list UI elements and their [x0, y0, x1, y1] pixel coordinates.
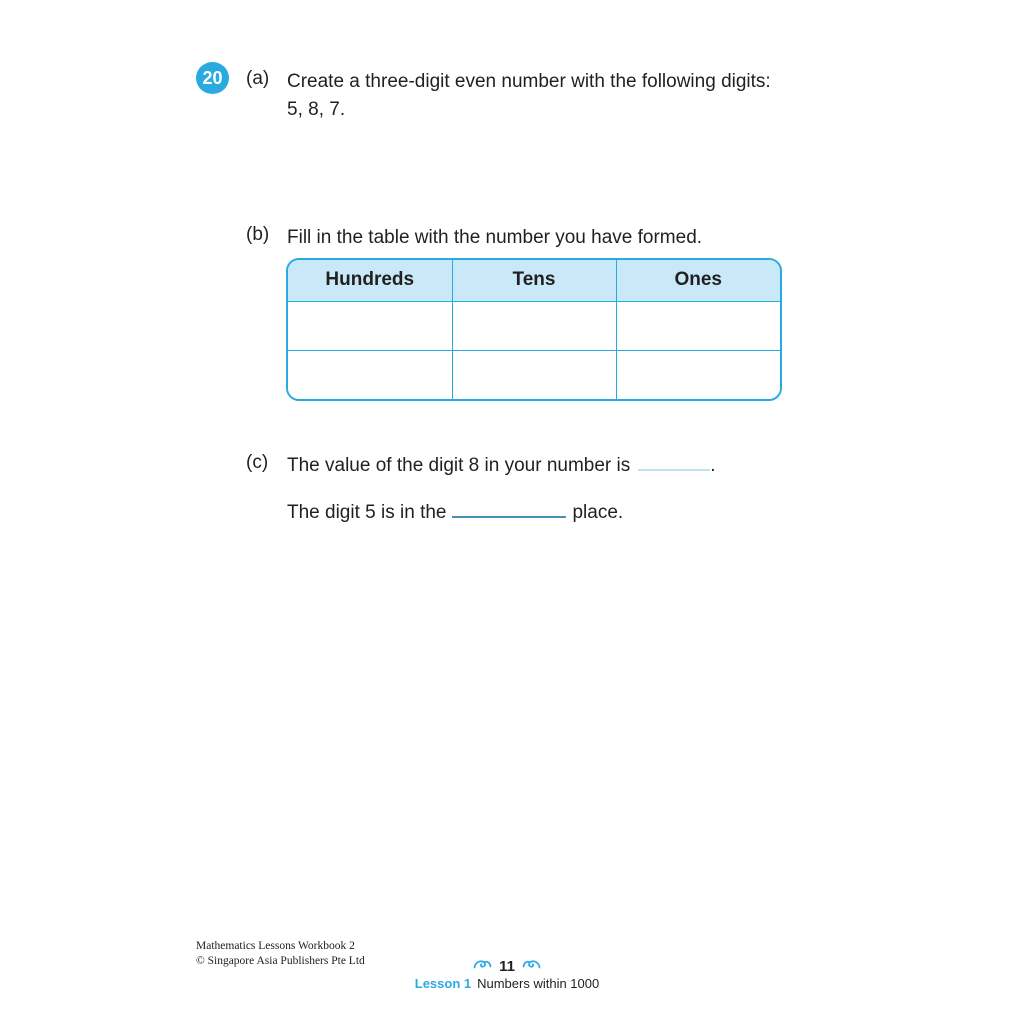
- table-cell-tens-row1[interactable]: [452, 301, 616, 350]
- part-a-line2: 5, 8, 7.: [287, 99, 346, 120]
- part-c-line2: [287, 499, 887, 527]
- table-cell-ones-row1[interactable]: [616, 301, 780, 350]
- footer-page-number-row: [0, 957, 1014, 975]
- swirl-ornament-right-icon: [522, 957, 541, 975]
- table-header-row: [288, 260, 780, 301]
- question-number-badge: [196, 62, 229, 94]
- table-header-ones: Ones: [616, 260, 780, 301]
- part-c-line2-suffix: place.: [572, 502, 624, 523]
- answer-blank-place[interactable]: [452, 502, 566, 518]
- table-header-hundreds: Hundreds: [288, 260, 452, 301]
- table-row: [288, 350, 780, 399]
- table-cell-hundreds-row2[interactable]: [288, 350, 452, 399]
- footer-lesson-row: [0, 976, 1014, 991]
- part-c-line1-text: The value of the digit 8 in your number is: [287, 455, 631, 476]
- answer-blank-value[interactable]: [638, 455, 710, 471]
- part-c-label: (c): [246, 452, 269, 473]
- lesson-title: Numbers within 1000: [477, 976, 600, 991]
- imprint-line2: © Singapore Asia Publishers Pte Ltd: [196, 954, 365, 967]
- table-cell-hundreds-row1[interactable]: [288, 301, 452, 350]
- part-a-label: (a): [246, 68, 270, 89]
- question-number: 20: [202, 67, 223, 88]
- part-c-line1-period: .: [710, 455, 716, 476]
- table-cell-ones-row2[interactable]: [616, 350, 780, 399]
- part-b-text: Fill in the table with the number you have formed.: [287, 227, 703, 248]
- part-c-line1: [287, 452, 887, 480]
- swirl-ornament-left-icon: [473, 957, 492, 975]
- part-a-line1: Create a three-digit even number with the following digits:: [287, 71, 771, 92]
- place-value-table: [286, 258, 782, 401]
- part-c-line2-text: The digit 5 is in the: [287, 502, 447, 523]
- lesson-label: Lesson 1: [414, 976, 472, 991]
- part-a-text: [287, 68, 847, 124]
- table-row: [288, 301, 780, 350]
- imprint-line1: Mathematics Lessons Workbook 2: [196, 940, 355, 952]
- table-cell-tens-row2[interactable]: [452, 350, 616, 399]
- page-number: 11: [499, 957, 515, 975]
- part-b-label: (b): [246, 224, 270, 245]
- table-header-tens: Tens: [452, 260, 616, 301]
